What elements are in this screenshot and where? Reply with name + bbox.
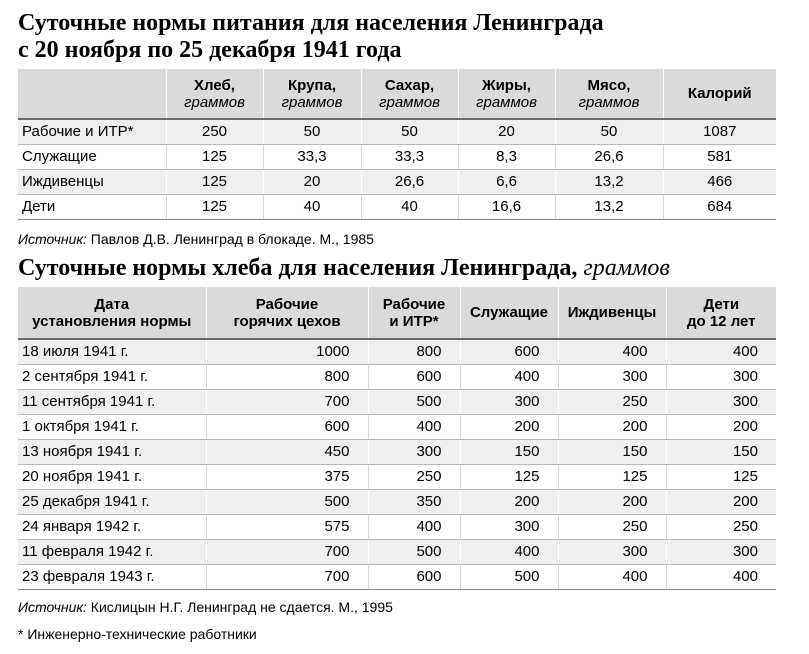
table-cell: 250 [666,514,776,539]
column-name: Мясо, [587,76,631,94]
table-row [18,169,776,194]
table-cell: 6,6 [458,169,555,194]
row-date: 18 июля 1941 г. [18,339,206,364]
column-name: Хлеб, [194,76,235,94]
table-row [18,339,776,364]
table-cell: 26,6 [361,169,458,194]
table-cell: 375 [206,464,368,489]
table-cell: 600 [206,414,368,439]
column-unit: граммов [379,93,440,111]
row-date: 20 ноября 1941 г. [18,464,206,489]
footnote: * Инженерно-технические работники [18,626,257,642]
table-cell: 20 [263,169,361,194]
table-cell: 300 [558,539,666,564]
table-cell: 250 [558,514,666,539]
column-name: Дата [94,295,130,313]
table2-source-text: Кислицын Н.Г. Ленинград не сдается. М., 1995 [86,599,393,615]
table-row [18,539,776,564]
table1-column-header [458,69,555,119]
table-cell: 500 [368,539,460,564]
table-cell: 466 [663,169,776,194]
column-name: Калорий [687,85,752,102]
table-cell: 300 [460,514,558,539]
table-cell: 300 [558,364,666,389]
column-unit: граммов [476,93,537,111]
table-cell: 400 [666,564,776,589]
table2-source [18,599,393,615]
table-cell: 600 [368,564,460,589]
row-date: 25 декабря 1941 г. [18,489,206,514]
column-name-line2: и ИТР* [389,312,439,330]
table-cell: 400 [558,339,666,364]
table-cell: 400 [558,564,666,589]
table1-column-header [263,69,361,119]
row-label: Рабочие и ИТР* [18,119,166,144]
table-cell: 400 [368,514,460,539]
table-cell: 250 [558,389,666,414]
column-name-line2: горячих цехов [233,312,341,330]
table-row [18,489,776,514]
table-cell: 125 [460,464,558,489]
row-label: Дети [18,194,166,219]
table2-title-text: Суточные нормы хлеба для населения Ленинграда, [18,255,578,281]
table-row [18,194,776,219]
table-cell: 200 [460,414,558,439]
column-unit: граммов [281,93,343,111]
table-cell: 300 [460,389,558,414]
row-label: Иждивенцы [18,169,166,194]
table-cell: 700 [206,389,368,414]
table-cell: 250 [368,464,460,489]
table-cell: 684 [663,194,776,219]
table-cell: 20 [458,119,555,144]
table2-column-header [18,287,206,339]
column-name-line2: до 12 лет [686,312,756,330]
table-cell: 500 [206,489,368,514]
table-cell: 1087 [663,119,776,144]
table-cell: 200 [460,489,558,514]
table-row [18,439,776,464]
table1-column-header [555,69,663,119]
table-row [18,514,776,539]
table1-column-header [663,69,776,119]
table-cell: 350 [368,489,460,514]
table1-body [18,119,776,219]
table-cell: 300 [666,364,776,389]
table-cell: 150 [558,439,666,464]
table-cell: 125 [666,464,776,489]
table-cell: 300 [368,439,460,464]
table-cell: 33,3 [361,144,458,169]
table-cell: 50 [263,119,361,144]
table-row [18,464,776,489]
column-name-line2: установления нормы [32,312,192,330]
row-date: 11 сентября 1941 г. [18,389,206,414]
table-cell: 50 [555,119,663,144]
column-name: Сахар, [384,76,435,94]
table-cell: 125 [558,464,666,489]
table2-title [18,255,670,281]
column-name: Служащие [469,304,549,321]
table-cell: 600 [368,364,460,389]
table-cell: 800 [368,339,460,364]
column-name: Рабочие [255,295,319,313]
table-cell: 1000 [206,339,368,364]
table1-title-line1: Суточные нормы питания для населения Ленинграда [18,10,604,36]
table1-source-text: Павлов Д.В. Ленинград в блокаде. М., 1985 [86,231,374,247]
row-label: Служащие [18,144,166,169]
table-cell: 150 [460,439,558,464]
table2-body [18,339,776,589]
table-cell: 250 [166,119,263,144]
table-cell: 125 [166,144,263,169]
table-cell: 575 [206,514,368,539]
table1-source [18,231,374,247]
table-cell: 500 [368,389,460,414]
column-name: Иждивенцы [567,304,657,321]
table-cell: 700 [206,564,368,589]
column-name: Крупа, [287,76,337,94]
table-cell: 200 [558,414,666,439]
column-name: Жиры, [482,76,531,94]
table-cell: 700 [206,539,368,564]
table-cell: 150 [666,439,776,464]
table2-source-label: Источник: [18,599,87,615]
table-row [18,414,776,439]
table-cell: 200 [666,489,776,514]
table-cell: 800 [206,364,368,389]
row-date: 11 февраля 1942 г. [18,539,206,564]
table2-column-header [666,287,776,339]
table1-column-header [361,69,458,119]
table1-title-line2: с 20 ноября по 25 декабря 1941 года [18,37,402,63]
table-cell: 400 [460,539,558,564]
row-date: 1 октября 1941 г. [18,414,206,439]
table-row [18,564,776,589]
table2-column-header [368,287,460,339]
row-date: 24 января 1942 г. [18,514,206,539]
table1-column-header [18,69,166,119]
table-cell: 13,2 [555,194,663,219]
column-name: Дети [703,295,740,313]
table-cell: 125 [166,194,263,219]
table-cell: 600 [460,339,558,364]
table2-header-row [18,287,776,339]
table-cell: 40 [361,194,458,219]
table2-column-header [558,287,666,339]
table1-header-row [18,69,776,119]
table1-column-header [166,69,263,119]
table2-title-unit: граммов [583,255,670,281]
table-row [18,144,776,169]
table-row [18,364,776,389]
table-cell: 50 [361,119,458,144]
table-cell: 400 [460,364,558,389]
table2-column-header [206,287,368,339]
row-date: 23 февраля 1943 г. [18,564,206,589]
table-cell: 400 [368,414,460,439]
column-unit: граммов [184,93,245,111]
table-cell: 300 [666,539,776,564]
table-cell: 13,2 [555,169,663,194]
table-cell: 8,3 [458,144,555,169]
table-cell: 450 [206,439,368,464]
table-cell: 33,3 [263,144,361,169]
row-date: 2 сентября 1941 г. [18,364,206,389]
food-norms-table [18,69,776,220]
table-cell: 200 [558,489,666,514]
table-cell: 400 [666,339,776,364]
bread-norms-table [18,287,776,590]
table-cell: 200 [666,414,776,439]
table-row [18,119,776,144]
table-cell: 300 [666,389,776,414]
table-row [18,389,776,414]
column-unit: граммов [578,93,640,111]
table-cell: 500 [460,564,558,589]
table-cell: 125 [166,169,263,194]
table1-source-label: Источник: [18,231,87,247]
table-cell: 26,6 [555,144,663,169]
column-name: Рабочие [382,295,446,313]
table2-column-header [460,287,558,339]
row-date: 13 ноября 1941 г. [18,439,206,464]
table-cell: 16,6 [458,194,555,219]
table-cell: 40 [263,194,361,219]
table-cell: 581 [663,144,776,169]
